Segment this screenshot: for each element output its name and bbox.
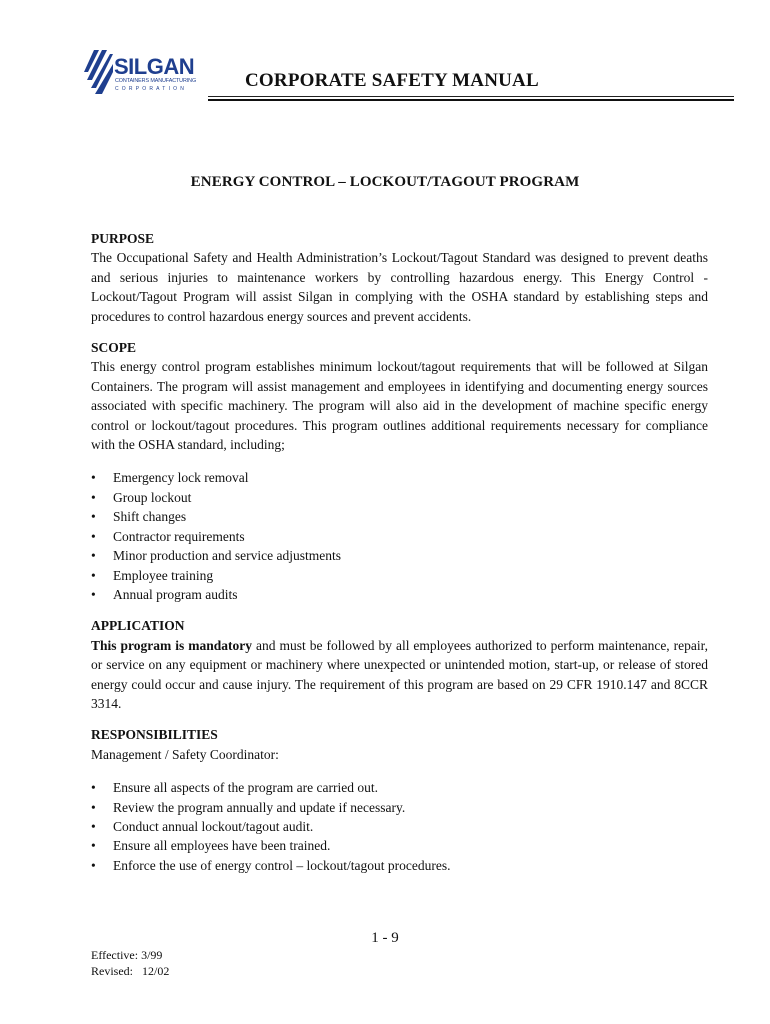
list-item: • Enforce the use of energy control – lockout/tagout procedures.: [91, 856, 708, 875]
purpose-section: [91, 229, 708, 326]
scope-list: [91, 468, 708, 604]
application-text: [91, 636, 708, 714]
revision-footer: [91, 947, 169, 979]
bullet-icon: •: [91, 799, 96, 815]
bullet-icon: •: [91, 857, 96, 873]
scope-heading: SCOPE: [91, 340, 137, 356]
application-body: and must be followed by all employees authorized to perform maintenance, repair, or service on any equipment or machinery where unexpected or unintended motion, start-up, or release of stored energy could occur and cause injury. The requirement of this program are based on 29 CFR 1910.147 and 8CCR 3314.: [91, 637, 708, 711]
bullet-icon: •: [91, 780, 96, 796]
application-heading: APPLICATION: [91, 618, 185, 634]
effective-date: Effective: 3/99: [91, 948, 163, 962]
document-body: [91, 229, 708, 887]
list-item: • Shift changes: [91, 507, 708, 526]
bullet-icon: •: [91, 470, 96, 486]
purpose-heading: PURPOSE: [91, 231, 155, 246]
scope-section: [91, 338, 708, 604]
list-item: • Review the program annually and update if necessary.: [91, 798, 708, 817]
bullet-icon: •: [91, 567, 96, 583]
bullet-icon: •: [91, 838, 96, 854]
purpose-text: The Occupational Safety and Health Administration’s Lockout/Tagout Standard was designed to prevent deaths and serious injuries to maintenance workers by controlling hazardous energy. This Energy Control - Lockout/Tagout Program will assist Silgan in complying with the OSHA standard by establishing steps and procedures to control hazardous energy sources and prevent accidents.: [91, 250, 708, 324]
bullet-icon: •: [91, 818, 96, 834]
list-item: • Conduct annual lockout/tagout audit.: [91, 817, 708, 836]
bullet-icon: •: [91, 548, 96, 564]
scope-text: This energy control program establishes minimum lockout/tagout requirements that will be followed at Silgan Containers. The program will assist management and employees in identifying and documenting energy sources associated with specific machinery. The program will also aid in the development of machine specific energy control or lockout/tagout procedures. This program outlines additional requirements necessary for compliance with the OSHA standard, including;: [91, 359, 708, 453]
company-logo: [84, 50, 204, 96]
revised-date: Revised: 12/02: [91, 964, 170, 978]
bullet-icon: •: [91, 509, 96, 525]
responsibilities-heading: RESPONSIBILITIES: [91, 727, 218, 743]
responsibilities-list: [91, 778, 708, 875]
application-lead: This program is mandatory: [91, 637, 252, 653]
list-item: • Annual program audits: [91, 585, 708, 604]
list-item: • Ensure all employees have been trained.: [91, 836, 708, 855]
list-item: • Group lockout: [91, 488, 708, 507]
application-section: [91, 616, 708, 713]
responsibilities-section: [91, 725, 708, 875]
page-number: 1 - 9: [371, 930, 399, 946]
list-item: • Minor production and service adjustments: [91, 546, 708, 565]
header-rule-thick: [208, 99, 734, 101]
list-item: • Ensure all aspects of the program are carried out.: [91, 778, 708, 797]
program-title: ENERGY CONTROL – LOCKOUT/TAGOUT PROGRAM: [190, 174, 580, 190]
logo-wordmark: SILGAN: [114, 54, 195, 79]
list-item: • Employee training: [91, 566, 708, 585]
bullet-icon: •: [91, 586, 96, 602]
list-item: • Emergency lock removal: [91, 468, 708, 487]
logo-subword: CORPORATION: [115, 86, 188, 92]
logo-mark-icon: [84, 50, 114, 96]
header-rule: [208, 96, 734, 97]
bullet-icon: •: [91, 489, 96, 505]
manual-title: CORPORATE SAFETY MANUAL: [245, 70, 539, 91]
list-item: • Contractor requirements: [91, 527, 708, 546]
responsibilities-subheading: Management / Safety Coordinator:: [91, 746, 279, 762]
bullet-icon: •: [91, 528, 96, 544]
logo-tagline: CONTAINERS MANUFACTURING: [115, 78, 197, 84]
